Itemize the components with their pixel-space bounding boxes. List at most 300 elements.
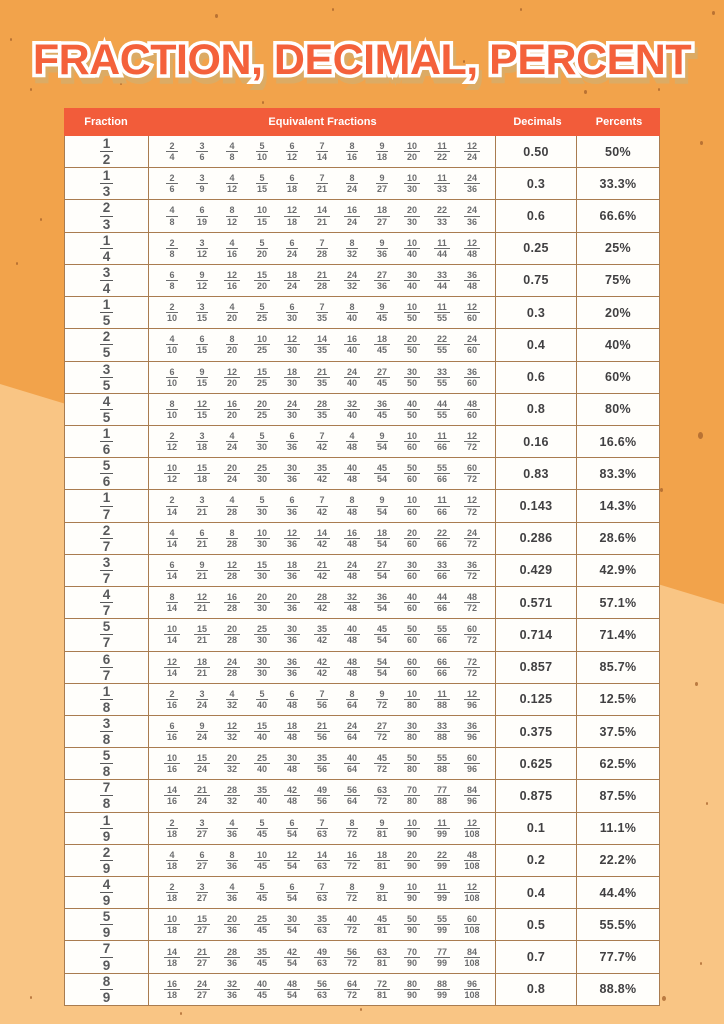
equivalent-fractions-cell [149,716,496,747]
equivalent-fraction: $\frac{64}{72}$ [337,979,367,1000]
equivalent-fraction: $\frac{3}{12}$ [196,237,207,259]
equivalent-fraction: $\frac{36}{96}$ [457,721,487,742]
base-fraction: $\frac{7}{8}$ [100,780,114,811]
table-row [65,168,659,200]
equivalent-fraction: $\frac{55}{66}$ [427,463,457,484]
equivalent-fraction: $\frac{15}{24}$ [187,753,217,774]
equivalent-fraction: $\frac{9}{24}$ [196,720,207,743]
table-row [65,394,659,426]
equivalent-fraction: $\frac{55}{99}$ [427,914,457,935]
equivalent-fraction: $\frac{40}{50}$ [397,399,427,420]
equivalent-fraction: $\frac{11}{99}$ [427,818,457,839]
equivalent-fraction: $\frac{4}{36}$ [226,882,237,904]
equivalent-fraction: $\frac{10}{25}$ [247,334,277,355]
percent-cell: 14.3% [599,499,637,514]
equivalent-fraction: $\frac{50}{60}$ [397,463,427,484]
equivalent-fraction: $\frac{24}{40}$ [337,367,367,388]
fraction-cell [65,748,149,779]
equivalent-fraction: $\frac{12}{36}$ [277,528,307,549]
equivalent-fraction: $\frac{60}{72}$ [457,463,487,484]
base-fraction: $\frac{5}{9}$ [100,909,114,940]
equivalent-fraction: $\frac{6}{8}$ [157,270,187,291]
equivalent-fraction: $\frac{55}{66}$ [427,624,457,645]
percent-cell: 44.4% [599,885,637,900]
equivalent-fraction: $\frac{12}{60}$ [457,302,487,323]
equivalent-fraction: $\frac{30}{54}$ [277,914,307,935]
fraction-cell [65,200,149,231]
equivalent-fraction: $\frac{21}{35}$ [307,367,337,388]
percent-cell: 71.4% [599,627,637,642]
equivalent-fraction: $\frac{15}{21}$ [187,624,217,645]
base-fraction: $\frac{2}{3}$ [100,200,114,231]
equivalent-fractions-cell [149,974,496,1005]
equivalent-fraction: $\frac{60}{60}$ [397,657,427,678]
equivalent-fraction: $\frac{4}{14}$ [166,527,177,549]
equivalent-fraction: $\frac{3}{9}$ [187,173,217,194]
decimal-cell: 0.2 [496,845,577,876]
equivalent-fraction: $\frac{8}{12}$ [226,205,237,227]
equivalent-fraction: $\frac{24}{32}$ [337,270,367,291]
equivalent-fractions-cell [149,329,496,360]
equivalent-fractions-cell [149,200,496,231]
equivalent-fraction: $\frac{10}{16}$ [157,753,187,774]
equivalent-fraction: $\frac{10}{50}$ [397,302,427,323]
equivalent-fraction: $\frac{36}{60}$ [457,367,487,388]
equivalent-fraction: $\frac{8}{20}$ [226,334,237,356]
speckle-dot [700,141,703,145]
equivalent-fraction: $\frac{5}{10}$ [256,141,267,163]
equivalent-fraction: $\frac{18}{45}$ [367,334,397,355]
equivalent-fraction: $\frac{49}{56}$ [307,785,337,806]
equivalent-fraction: $\frac{84}{96}$ [457,785,487,806]
equivalent-fraction: $\frac{11}{66}$ [427,431,457,452]
equivalent-fraction: $\frac{9}{18}$ [376,141,387,163]
equivalent-fraction: $\frac{16}{18}$ [157,979,187,1000]
base-fraction: $\frac{5}{8}$ [100,748,114,779]
equivalent-fraction: $\frac{7}{35}$ [316,302,327,324]
equivalent-fraction: $\frac{6}{18}$ [286,173,297,195]
table-row [65,652,659,684]
equivalent-fraction: $\frac{9}{27}$ [376,173,387,195]
equivalent-fraction: $\frac{2}{18}$ [166,882,177,904]
speckle-dot [16,262,18,265]
base-fraction: $\frac{1}{5}$ [100,297,114,328]
equivalent-fractions-cell [149,490,496,521]
equivalent-fraction: $\frac{56}{64}$ [337,785,367,806]
equivalent-fraction: $\frac{12}{54}$ [277,850,307,871]
fraction-cell [65,941,149,972]
percent-cell: 83.3% [599,466,637,481]
equivalent-fractions-cell [149,619,496,650]
equivalent-fractions-cell [149,877,496,908]
equivalent-fraction: $\frac{20}{25}$ [247,399,277,420]
equivalent-fraction: $\frac{12}{108}$ [464,817,480,839]
percent-cell: 28.6% [599,531,637,546]
equivalent-fraction: $\frac{7}{21}$ [316,173,327,195]
equivalent-fraction: $\frac{40}{60}$ [397,592,427,613]
equivalent-fraction: $\frac{5}{30}$ [256,495,267,517]
equivalent-fraction: $\frac{10}{45}$ [247,850,277,871]
equivalent-fraction: $\frac{45}{72}$ [367,753,397,774]
equivalent-fraction: $\frac{7}{63}$ [316,817,327,839]
percent-cell: 80% [605,402,631,417]
fraction-cell [65,265,149,296]
equivalent-fraction: $\frac{4}{8}$ [157,205,187,226]
equivalent-fraction: $\frac{2}{18}$ [166,817,177,839]
equivalent-fraction: $\frac{8}{24}$ [346,173,357,195]
decimal-cell: 0.1 [496,813,577,844]
percent-cell: 77.7% [599,950,637,965]
equivalent-fraction: $\frac{9}{45}$ [376,302,387,324]
equivalent-fraction: $\frac{5}{20}$ [256,237,267,259]
fraction-cell [65,652,149,683]
equivalent-fraction: $\frac{4}{8}$ [217,141,247,162]
equivalent-fraction: $\frac{9}{72}$ [376,688,387,710]
equivalent-fraction: $\frac{44}{66}$ [427,592,457,613]
percent-cell: 20% [605,305,631,320]
equivalent-fraction: $\frac{10}{90}$ [397,818,427,839]
equivalent-fraction: $\frac{18}{30}$ [277,367,307,388]
equivalent-fraction: $\frac{18}{27}$ [367,205,397,226]
percent-cell: 11.1% [599,821,637,836]
base-fraction: $\frac{6}{7}$ [100,652,114,683]
decimal-cell: 0.25 [496,233,577,264]
equivalent-fraction: $\frac{7}{42}$ [316,495,327,517]
equivalent-fraction: $\frac{4}{16}$ [226,237,237,259]
equivalent-fraction: $\frac{3}{6}$ [187,141,217,162]
equivalent-fraction: $\frac{40}{72}$ [337,914,367,935]
decimal-cell: 0.714 [496,619,577,650]
decimal-cell: 0.571 [496,587,577,618]
equivalent-fraction: $\frac{2}{16}$ [166,688,177,710]
equivalent-fraction: $\frac{16}{28}$ [217,592,247,613]
equivalent-fraction: $\frac{21}{28}$ [307,270,337,291]
equivalent-fractions-cell [149,458,496,489]
equivalent-fraction: $\frac{11}{55}$ [427,302,457,323]
fraction-cell [65,813,149,844]
speckle-dot [695,682,698,686]
equivalent-fraction: $\frac{12}{18}$ [277,205,307,226]
equivalent-fraction: $\frac{24}{60}$ [457,334,487,355]
equivalent-fraction: $\frac{11}{33}$ [427,173,457,194]
equivalent-fraction: $\frac{77}{88}$ [427,785,457,806]
equivalent-fraction: $\frac{11}{66}$ [427,495,457,516]
table-row [65,297,659,329]
equivalent-fraction: $\frac{30}{80}$ [397,721,427,742]
equivalent-fraction: $\frac{10}{18}$ [157,914,187,935]
percent-cell: 16.6% [599,434,637,449]
decimal-cell: 0.625 [496,748,577,779]
percent-cell: 57.1% [599,595,637,610]
fraction-cell [65,780,149,811]
equivalent-fraction: $\frac{18}{21}$ [187,657,217,678]
equivalent-fraction: $\frac{25}{30}$ [247,463,277,484]
equivalent-fractions-cell [149,652,496,683]
decimal-cell: 0.3 [496,168,577,199]
speckle-dot [30,88,32,91]
equivalent-fraction: $\frac{63}{81}$ [367,947,397,968]
equivalent-fraction: $\frac{7}{63}$ [316,882,327,904]
equivalent-fraction: $\frac{12}{48}$ [457,238,487,259]
table-row [65,426,659,458]
table-row [65,233,659,265]
equivalent-fraction: $\frac{28}{42}$ [307,592,337,613]
column-header-fraction: Fraction [84,116,128,128]
fraction-cell [65,974,149,1005]
equivalent-fraction: $\frac{5}{25}$ [256,302,267,324]
equivalent-fraction: $\frac{24}{30}$ [277,399,307,420]
base-fraction: $\frac{4}{9}$ [100,877,114,908]
equivalent-fraction: $\frac{45}{81}$ [367,914,397,935]
decimal-cell: 0.16 [496,426,577,457]
decimal-cell: 0.83 [496,458,577,489]
equivalent-fraction: $\frac{48}{60}$ [457,399,487,420]
decimal-cell: 0.4 [496,877,577,908]
decimal-cell: 0.857 [496,652,577,683]
equivalent-fraction: $\frac{12}{28}$ [217,560,247,581]
decimal-cell: 0.7 [496,941,577,972]
equivalent-fraction: $\frac{16}{24}$ [337,205,367,226]
equivalent-fraction: $\frac{8}{72}$ [346,817,357,839]
equivalent-fraction: $\frac{6}{36}$ [286,431,297,453]
percent-cell: 12.5% [599,692,637,707]
speckle-dot [520,8,522,11]
equivalent-fraction: $\frac{4}{28}$ [226,495,237,517]
equivalent-fraction: $\frac{4}{10}$ [166,334,177,356]
equivalent-fraction: $\frac{3}{27}$ [196,882,207,904]
equivalent-fraction: $\frac{12}{14}$ [157,657,187,678]
decimal-cell: 0.429 [496,555,577,586]
equivalent-fraction: $\frac{36}{36}$ [277,657,307,678]
table-row [65,974,659,1005]
equivalent-fraction: $\frac{28}{36}$ [217,947,247,968]
table-row [65,555,659,587]
equivalent-fraction: $\frac{10}{80}$ [397,689,427,710]
decimal-cell: 0.125 [496,684,577,715]
equivalent-fraction: $\frac{4}{18}$ [166,849,177,871]
equivalent-fraction: $\frac{4}{20}$ [226,302,237,324]
table-row [65,362,659,394]
equivalent-fraction: $\frac{56}{63}$ [307,979,337,1000]
equivalent-fraction: $\frac{80}{90}$ [397,979,427,1000]
equivalent-fraction: $\frac{14}{18}$ [157,947,187,968]
table-row [65,684,659,716]
fraction-cell [65,233,149,264]
equivalent-fractions-cell [149,426,496,457]
equivalent-fraction: $\frac{14}{63}$ [307,850,337,871]
equivalent-fraction: $\frac{11}{22}$ [427,141,457,162]
base-fraction: $\frac{3}{5}$ [100,362,114,393]
equivalent-fraction: $\frac{2}{12}$ [166,431,177,453]
percent-cell: 75% [605,273,631,288]
equivalent-fractions-cell [149,555,496,586]
percent-cell: 85.7% [599,660,637,675]
equivalent-fraction: $\frac{77}{99}$ [427,947,457,968]
equivalent-fraction: $\frac{6}{12}$ [286,141,297,163]
equivalent-fraction: $\frac{54}{54}$ [367,657,397,678]
equivalent-fraction: $\frac{16}{72}$ [337,850,367,871]
equivalent-fraction: $\frac{11}{44}$ [427,238,457,259]
speckle-dot [700,962,702,965]
equivalent-fraction: $\frac{27}{45}$ [367,367,397,388]
equivalent-fraction: $\frac{14}{42}$ [307,528,337,549]
speckle-dot [40,218,42,221]
equivalent-fraction: $\frac{36}{45}$ [367,399,397,420]
equivalent-fraction: $\frac{35}{45}$ [247,947,277,968]
equivalent-fraction: $\frac{48}{54}$ [277,979,307,1000]
equivalent-fraction: $\frac{22}{99}$ [427,850,457,871]
equivalent-fraction: $\frac{25}{30}$ [247,624,277,645]
equivalent-fraction: $\frac{42}{42}$ [307,657,337,678]
equivalent-fraction: $\frac{7}{42}$ [316,431,327,453]
equivalent-fraction: $\frac{35}{40}$ [247,785,277,806]
equivalent-fraction: $\frac{12}{16}$ [217,270,247,291]
equivalent-fraction: $\frac{28}{35}$ [307,399,337,420]
equivalent-fraction: $\frac{18}{48}$ [277,721,307,742]
equivalent-fractions-cell [149,136,496,167]
table-row [65,490,659,522]
equivalent-fraction: $\frac{50}{90}$ [397,914,427,935]
equivalent-fraction: $\frac{24}{36}$ [457,173,487,194]
fraction-cell [65,490,149,521]
equivalent-fraction: $\frac{49}{63}$ [307,947,337,968]
equivalent-fraction: $\frac{9}{54}$ [376,431,387,453]
page-title: FRACTION, DECIMAL, PERCENT [32,36,692,84]
equivalent-fraction: $\frac{8}{10}$ [166,398,177,420]
equivalent-fraction: $\frac{9}{81}$ [376,817,387,839]
table-row [65,941,659,973]
base-fraction: $\frac{3}{4}$ [100,265,114,296]
percent-cell: 88.8% [599,982,637,997]
equivalent-fraction: $\frac{20}{32}$ [217,753,247,774]
speckle-dot [215,14,218,18]
equivalent-fraction: $\frac{36}{72}$ [457,560,487,581]
equivalent-fraction: $\frac{2}{4}$ [157,141,187,162]
equivalent-fraction: $\frac{45}{54}$ [367,624,397,645]
speckle-dot [706,802,708,805]
fraction-decimal-percent-table [64,108,660,1005]
equivalent-fraction: $\frac{6}{19}$ [196,205,207,227]
speckle-dot [262,101,264,104]
equivalent-fraction: $\frac{24}{72}$ [457,528,487,549]
equivalent-fraction: $\frac{22}{33}$ [427,205,457,226]
base-fraction: $\frac{1}{4}$ [100,233,114,264]
table-header-row [64,108,660,136]
fraction-cell [65,619,149,650]
table-row [65,523,659,555]
equivalent-fraction: $\frac{24}{48}$ [337,560,367,581]
equivalent-fraction: $\frac{56}{72}$ [337,947,367,968]
table-row [65,877,659,909]
speckle-dot [30,996,32,999]
decimal-cell: 0.75 [496,265,577,296]
equivalent-fraction: $\frac{15}{18}$ [187,463,217,484]
equivalent-fraction: $\frac{88}{99}$ [427,979,457,1000]
equivalent-fraction: $\frac{6}{30}$ [286,302,297,324]
equivalent-fractions-cell [149,297,496,328]
fraction-cell [65,458,149,489]
equivalent-fractions-cell [149,909,496,940]
equivalent-fraction: $\frac{50}{80}$ [397,753,427,774]
equivalent-fraction: $\frac{20}{36}$ [217,914,247,935]
equivalent-fraction: $\frac{12}{72}$ [457,431,487,452]
equivalent-fraction: $\frac{5}{45}$ [256,817,267,839]
equivalent-fraction: $\frac{4}{48}$ [346,431,357,453]
percent-cell: 25% [605,241,631,256]
column-header-equivalents: Equivalent Fractions [268,116,377,128]
equivalent-fraction: $\frac{40}{64}$ [337,753,367,774]
equivalent-fraction: $\frac{18}{54}$ [367,528,397,549]
equivalent-fraction: $\frac{14}{16}$ [157,785,187,806]
equivalent-fraction: $\frac{12}{24}$ [457,141,487,162]
equivalent-fraction: $\frac{20}{24}$ [217,463,247,484]
equivalent-fraction: $\frac{33}{66}$ [427,560,457,581]
equivalent-fraction: $\frac{44}{55}$ [427,399,457,420]
fraction-cell [65,426,149,457]
speckle-dot [712,11,715,15]
fraction-cell [65,587,149,618]
percent-cell: 66.6% [599,209,637,224]
percent-cell: 22.2% [599,853,637,868]
table-row [65,265,659,297]
speckle-dot [584,90,587,94]
table-row [65,909,659,941]
equivalent-fraction: $\frac{10}{15}$ [247,205,277,226]
equivalent-fraction: $\frac{10}{40}$ [397,238,427,259]
table-row [65,329,659,361]
equivalent-fraction: $\frac{3}{24}$ [196,688,207,710]
equivalent-fraction: $\frac{10}{60}$ [397,431,427,452]
equivalent-fraction: $\frac{4}{32}$ [226,688,237,710]
equivalent-fraction: $\frac{48}{108}$ [464,849,480,871]
equivalent-fraction: $\frac{8}{40}$ [346,302,357,324]
equivalent-fraction: $\frac{7}{14}$ [316,141,327,163]
equivalent-fraction: $\frac{60}{72}$ [457,624,487,645]
equivalent-fraction: $\frac{40}{48}$ [337,463,367,484]
equivalent-fraction: $\frac{27}{54}$ [367,560,397,581]
equivalent-fraction: $\frac{12}{72}$ [457,495,487,516]
equivalent-fractions-cell [149,748,496,779]
equivalent-fraction: $\frac{5}{45}$ [256,882,267,904]
equivalent-fraction: $\frac{9}{54}$ [376,495,387,517]
equivalent-fraction: $\frac{6}{54}$ [286,882,297,904]
equivalent-fraction: $\frac{30}{30}$ [247,657,277,678]
equivalent-fraction: $\frac{14}{21}$ [307,205,337,226]
fraction-cell [65,845,149,876]
speckle-dot [360,1008,362,1011]
decimal-cell: 0.286 [496,523,577,554]
equivalent-fraction: $\frac{10}{30}$ [247,528,277,549]
decimal-cell: 0.375 [496,716,577,747]
equivalent-fraction: $\frac{24}{36}$ [457,205,487,226]
equivalent-fraction: $\frac{70}{80}$ [397,785,427,806]
equivalent-fraction: $\frac{6}{48}$ [286,688,297,710]
speckle-dot [698,432,703,439]
fraction-cell [65,523,149,554]
decimal-cell: 0.4 [496,329,577,360]
equivalent-fraction: $\frac{30}{50}$ [397,367,427,388]
equivalent-fraction: $\frac{48}{72}$ [457,592,487,613]
equivalent-fraction: $\frac{21}{42}$ [307,560,337,581]
equivalent-fraction: $\frac{55}{88}$ [427,753,457,774]
base-fraction: $\frac{1}{8}$ [100,684,114,715]
fraction-cell [65,136,149,167]
equivalent-fraction: $\frac{12}{32}$ [217,721,247,742]
equivalent-fraction: $\frac{18}{24}$ [277,270,307,291]
base-fraction: $\frac{2}{9}$ [100,845,114,876]
equivalent-fractions-cell [149,523,496,554]
percent-cell: 50% [605,144,631,159]
